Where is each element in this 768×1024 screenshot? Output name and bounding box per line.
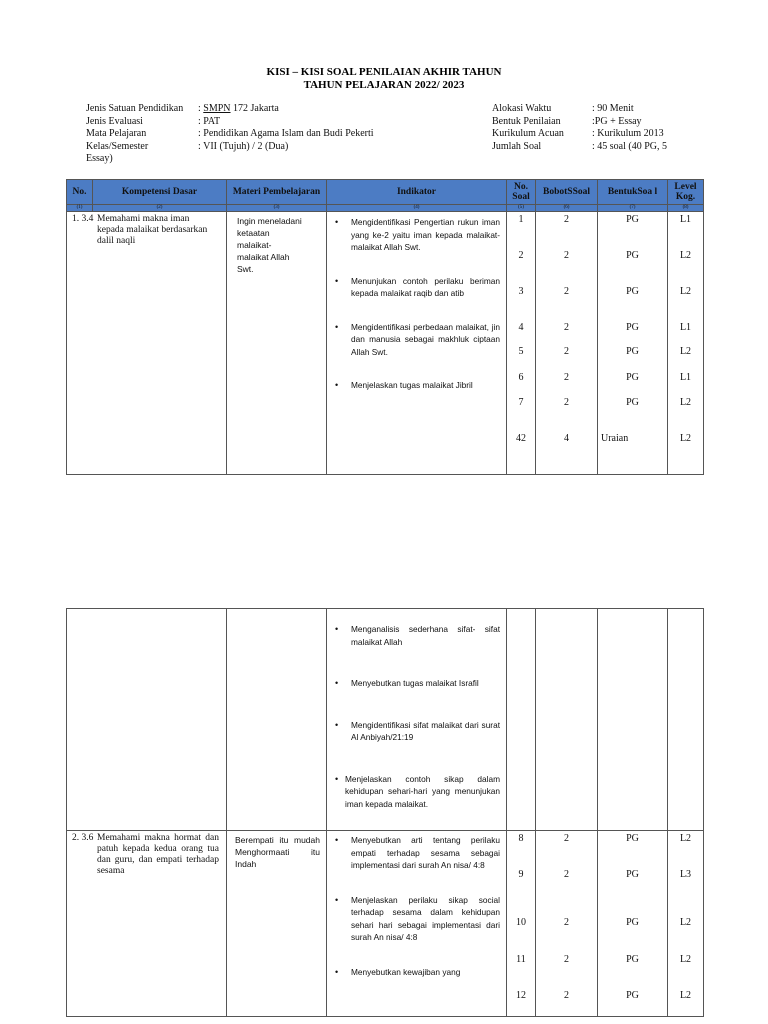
document-subtitle: TAHUN PELAJARAN 2022/ 2023 xyxy=(303,79,465,91)
bobot-value: 2 xyxy=(564,214,569,225)
level-cell xyxy=(668,831,704,1017)
header-nosoal: No. Soal xyxy=(507,180,536,205)
table-row xyxy=(67,609,704,831)
bentuk-value: PG xyxy=(626,250,639,261)
header-num: (7) xyxy=(598,205,668,212)
nosoal-cell xyxy=(507,212,536,475)
soal-number: 4 xyxy=(518,322,524,333)
header-num: (1) xyxy=(67,205,93,212)
soal-number: 8 xyxy=(518,833,524,844)
materi-cell xyxy=(227,609,327,831)
soal-number: 5 xyxy=(518,346,524,357)
header-no: No. xyxy=(67,180,93,205)
info-row-jumlah: Jumlah Soal : 45 soal (40 PG, 5 xyxy=(492,140,668,152)
bobot-value: 2 xyxy=(564,954,569,965)
list-item: • Menunjukan contoh perilaku beriman kepada malaikat raqib dan atib xyxy=(327,275,506,300)
info-left xyxy=(86,103,374,166)
bentuk-cell xyxy=(598,609,668,831)
bentuk-value: PG xyxy=(626,869,639,880)
kd-text: Memahami makna hormat dan patuh kepada kedua orang tua dan guru, dan empati terhadap sesama xyxy=(97,833,219,876)
indikator-cell xyxy=(327,831,507,1017)
materi-text: Ingin meneladani ketaatan malaikat- malaikat Allah Swt. xyxy=(237,216,302,274)
bobot-value: 2 xyxy=(564,397,569,408)
table-row xyxy=(67,831,704,1017)
header-num: (2) xyxy=(93,205,227,212)
header-bobot: BobotSSoal xyxy=(536,180,598,205)
bentuk-cell xyxy=(598,212,668,475)
bobot-value: 4 xyxy=(564,433,569,444)
info-row-alokasi: Alokasi Waktu : 90 Menit xyxy=(492,103,634,114)
bentuk-value: PG xyxy=(626,954,639,965)
level-cell xyxy=(668,609,704,831)
bobot-value: 2 xyxy=(564,990,569,1001)
nosoal-cell xyxy=(507,831,536,1017)
table-row xyxy=(67,212,704,475)
header-num: (3) xyxy=(227,205,327,212)
kisi-table-2 xyxy=(66,608,704,1017)
bobot-value: 2 xyxy=(564,833,569,844)
level-value: L2 xyxy=(679,250,692,261)
bentuk-value: Uraian xyxy=(601,433,629,444)
materi-text: Berempati itu mudah Menghormaati itu Indah xyxy=(235,835,320,869)
list-item: • Menganalisis sederhana sifat- sifat malaikat Allah xyxy=(327,623,506,648)
list-item: • Mengidentifikasi sifat malaikat dari surat Al Anbiyah/21:19 xyxy=(327,719,506,744)
kd-cell xyxy=(67,609,227,831)
bobot-value: 2 xyxy=(564,372,569,383)
level-value: L1 xyxy=(679,214,692,225)
bobot-value: 2 xyxy=(564,286,569,297)
soal-number: 11 xyxy=(516,954,526,965)
header-num: (5) xyxy=(507,205,536,212)
level-value: L2 xyxy=(679,990,692,1001)
soal-number: 2 xyxy=(518,250,524,261)
bentuk-value: PG xyxy=(626,322,639,333)
level-value: L2 xyxy=(679,346,692,357)
bobot-value: 2 xyxy=(564,346,569,357)
bentuk-value: PG xyxy=(626,990,639,1001)
level-cell xyxy=(668,212,704,475)
info-row-bentuk: Bentuk Penilaian :PG + Essay xyxy=(492,115,642,127)
list-item: • Mengidentifikasi Pengertian rukun iman yang ke-2 yaitu iman kepada malaikat-malaikat Allah Swt. xyxy=(327,216,506,254)
header-num: (8) xyxy=(668,205,704,212)
info-wrap-text: Essay) xyxy=(86,153,113,164)
info-row-kurikulum: Kurikulum Acuan : Kurikulum 2013 xyxy=(492,128,664,139)
list-item: • Menjelaskan tugas malaikat Jibril xyxy=(327,379,506,392)
kd-cell xyxy=(67,212,227,475)
materi-cell xyxy=(227,212,327,475)
level-value: L2 xyxy=(679,833,692,844)
bentuk-value: PG xyxy=(626,917,639,928)
header-kd: Kompetensi Dasar xyxy=(93,180,227,205)
nosoal-cell xyxy=(507,609,536,831)
indikator-cell xyxy=(327,609,507,831)
bobot-value: 2 xyxy=(564,869,569,880)
list-item: • Menjelaskan contoh sikap dalam kehidupan sehari-hari yang menunjukan iman kepada malaikat. xyxy=(327,773,506,811)
info-row-satuan: Jenis Satuan Pendidikan : SMPN 172 Jakarta xyxy=(86,103,279,114)
level-value: L1 xyxy=(679,322,692,333)
bobot-value: 2 xyxy=(564,250,569,261)
header-num: (6) xyxy=(536,205,598,212)
header-bentuk: BentukSoa l xyxy=(598,180,668,205)
bobot-cell xyxy=(536,831,598,1017)
bobot-cell xyxy=(536,212,598,475)
bentuk-cell xyxy=(598,831,668,1017)
header-num: (4) xyxy=(327,205,507,212)
level-value: L2 xyxy=(679,397,692,408)
bobot-value: 2 xyxy=(564,917,569,928)
document-title: KISI – KISI SOAL PENILAIAN AKHIR TAHUN xyxy=(266,66,502,78)
info-right xyxy=(492,103,667,153)
list-item: • Menyebutkan kewajiban yang xyxy=(327,966,506,979)
school-name-underlined: SMPN xyxy=(203,103,231,114)
soal-number: 10 xyxy=(516,917,526,928)
indikator-cell xyxy=(327,212,507,475)
soal-number: 7 xyxy=(518,397,524,408)
soal-number: 6 xyxy=(518,372,524,383)
bentuk-value: PG xyxy=(626,833,639,844)
bentuk-value: PG xyxy=(626,397,639,408)
kd-number: 2. 3.6 xyxy=(72,833,94,843)
list-item: • Menyebutkan tugas malaikat Israfil xyxy=(327,677,506,690)
info-row-evaluasi: Jenis Evaluasi : PAT xyxy=(86,115,221,127)
header-materi: Materi Pembelajaran xyxy=(227,180,327,205)
info-row-kelas: Kelas/Semester : VII (Tujuh) / 2 (Dua) xyxy=(86,140,289,152)
level-value: L3 xyxy=(679,869,692,880)
header-level: Level Kog. xyxy=(668,180,704,205)
bentuk-value: PG xyxy=(626,372,639,383)
kd-cell xyxy=(67,831,227,1017)
soal-number: 9 xyxy=(518,869,524,880)
level-value: L2 xyxy=(679,917,692,928)
header-indikator: Indikator xyxy=(327,180,507,205)
bentuk-value: PG xyxy=(626,346,639,357)
level-value: L1 xyxy=(679,372,692,383)
materi-cell xyxy=(227,831,327,1017)
soal-number: 12 xyxy=(516,990,526,1001)
list-item: • Menjelaskan perilaku sikap social terhadap sesama dalam kehidupan sehari hari sebagai implementasi dari surah An nisa/ 4:8 xyxy=(327,894,506,944)
level-value: L2 xyxy=(679,954,692,965)
level-value: L2 xyxy=(679,433,692,444)
bobot-value: 2 xyxy=(564,322,569,333)
kisi-table-1 xyxy=(66,179,704,475)
kd-number: 1. 3.4 xyxy=(72,214,94,224)
soal-number: 42 xyxy=(516,433,526,444)
bentuk-value: PG xyxy=(626,214,639,225)
level-value: L2 xyxy=(679,286,692,297)
bobot-cell xyxy=(536,609,598,831)
soal-number: 3 xyxy=(518,286,524,297)
soal-number: 1 xyxy=(518,214,524,225)
list-item: • Mengidentifikasi perbedaan malaikat, jin dan manusia sebagai makhluk ciptaan Allah Swt. xyxy=(327,321,506,359)
info-row-mapel: Mata Pelajaran : Pendidikan Agama Islam dan Budi Pekerti xyxy=(86,128,374,139)
bentuk-value: PG xyxy=(626,286,639,297)
list-item: • Menyebutkan arti tentang perilaku empati terhadap sesama sebagai implementasi dari surah An nisa/ 4:8 xyxy=(327,834,506,872)
kd-text: Memahami makna iman kepada malaikat berdasarkan dalil naqli xyxy=(97,214,208,246)
